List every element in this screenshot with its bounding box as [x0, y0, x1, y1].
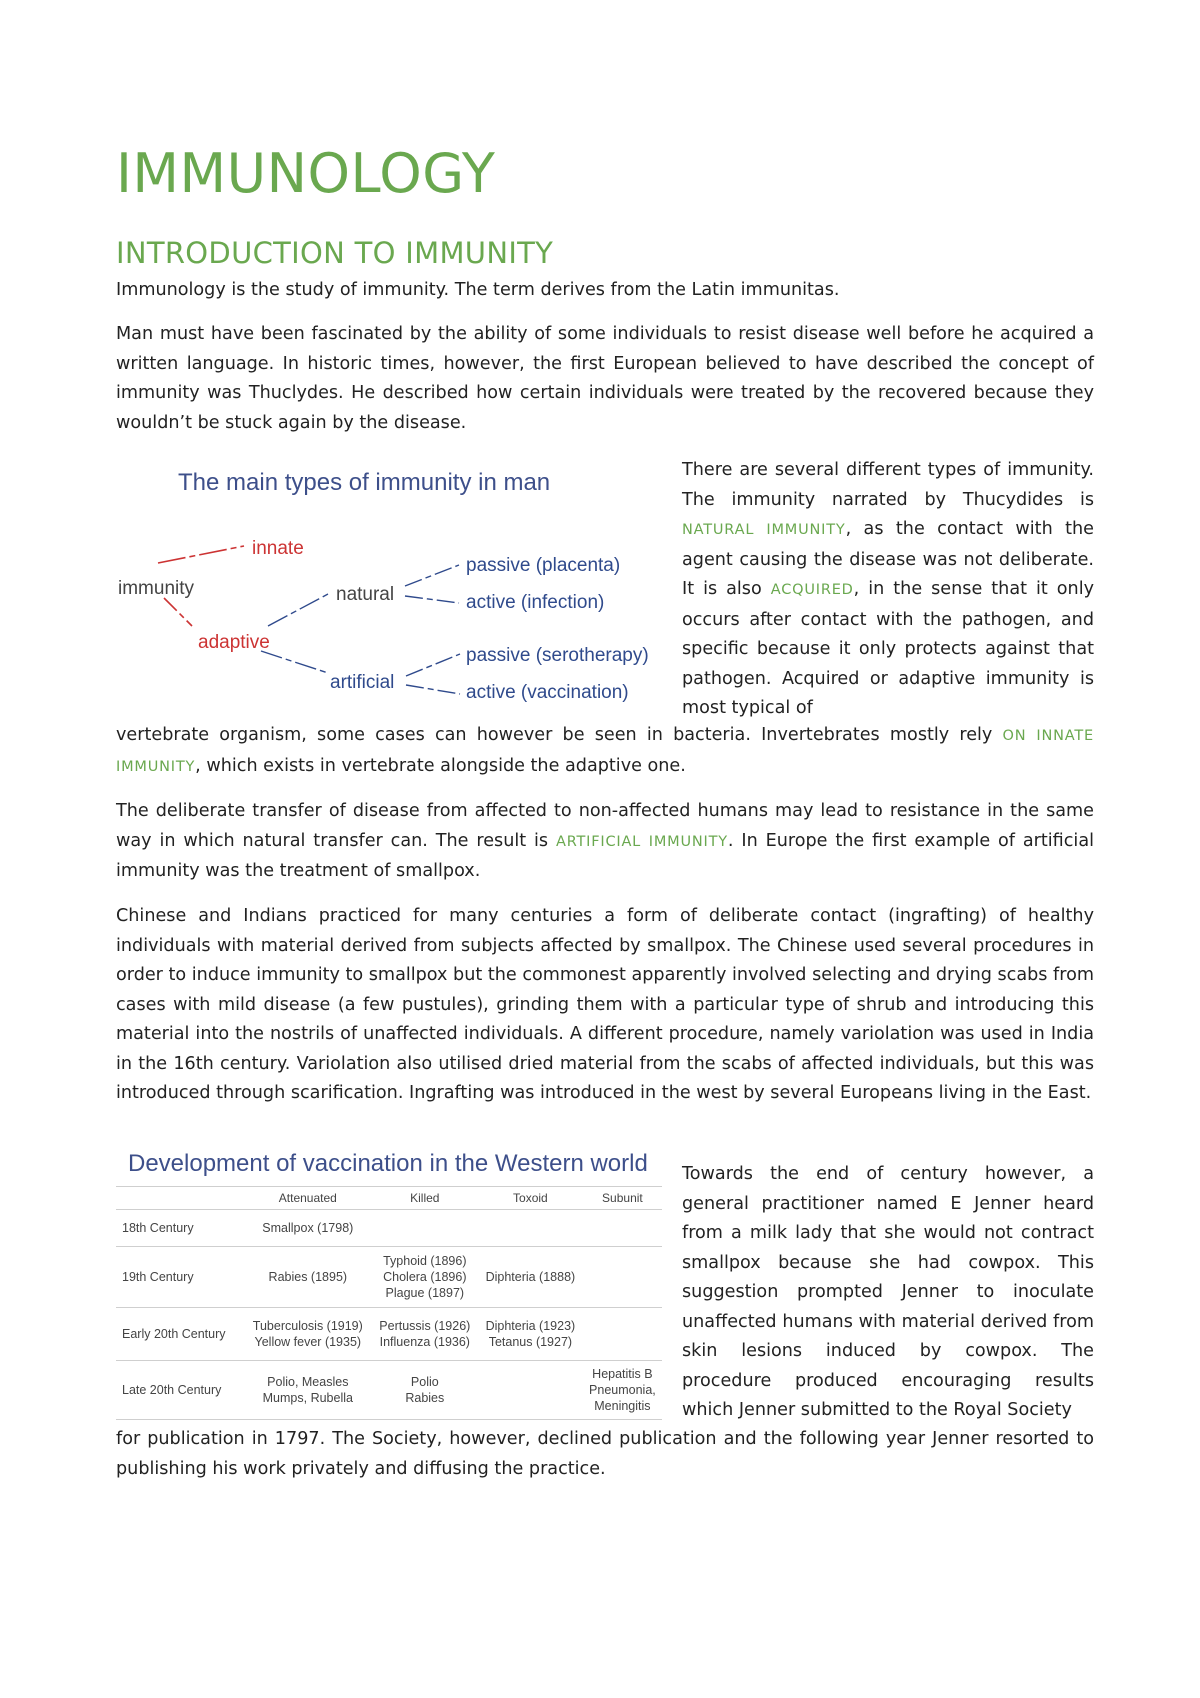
table-header-cell: Subunit [583, 1187, 662, 1210]
table-header-cell [116, 1187, 244, 1210]
table-cell: Pertussis (1926) Influenza (1936) [372, 1308, 478, 1361]
node-active-infection: active (infection) [466, 592, 605, 613]
paragraph-jenner-cont: for publication in 1797. The Society, however, declined publication and the following year Jenner resorted to publishing his work privately and diffusing the practice. [116, 1429, 1094, 1479]
table-cell [478, 1210, 583, 1247]
table-cell: Typhoid (1896) Cholera (1896) Plague (1897) [372, 1247, 478, 1308]
table-cell: Smallpox (1798) [244, 1210, 372, 1247]
paragraph-artificial-immunity: The deliberate transfer of disease from affected to non-affected humans may lead to resistance in the same way in which natural transfer can. The result is ARTIFICIAL IMMUNITY. In Europe the first example of artificial immunity was the treatment of smallpox. [116, 801, 1094, 881]
table-cell: Polio Rabies [372, 1361, 478, 1420]
table-cell: Diphteria (1888) [478, 1247, 583, 1308]
table-cell: 19th Century [116, 1247, 244, 1308]
paragraph-history: Man must have been fascinated by the ability of some individuals to resist disease well before he acquired a written language. In historic times, however, the first European believed to have described the concept of immunity was Thuclydes. He described how certain individuals were treated by the recovered because they wouldn’t be stuck again by the disease. [116, 324, 1094, 433]
diagram-title: The main types of immunity in man [178, 469, 551, 496]
table-header-cell: Attenuated [244, 1187, 372, 1210]
node-natural: natural [336, 584, 395, 605]
table-row [116, 1247, 662, 1308]
keyword-natural-immunity: NATURAL IMMUNITY [682, 522, 846, 538]
node-passive-placenta: passive (placenta) [466, 555, 621, 576]
table-cell: Diphteria (1923) Tetanus (1927) [478, 1308, 583, 1361]
node-artificial: artificial [330, 672, 395, 693]
table-row [116, 1308, 662, 1361]
paragraph-intro: Immunology is the study of immunity. The term derives from the Latin immunitas. [116, 280, 840, 300]
line-adaptive-artificial [261, 651, 328, 673]
node-innate: innate [252, 538, 304, 559]
page-title: IMMUNOLOGY [116, 142, 496, 205]
table-cell [478, 1361, 583, 1420]
keyword-artificial-immunity: ARTIFICIAL IMMUNITY [555, 833, 728, 850]
line-adaptive-natural [268, 594, 328, 626]
line-artificial-active [406, 685, 460, 694]
vaccination-history-table-figure [116, 1150, 662, 1420]
table-header-cell: Toxoid [478, 1187, 583, 1210]
table-row [116, 1361, 662, 1420]
table-header-cell: Killed [372, 1187, 478, 1210]
table-cell: Hepatitis B Pneumonia, Meningitis [583, 1361, 662, 1420]
section-heading: INTRODUCTION TO IMMUNITY [116, 236, 554, 270]
line-natural-passive [405, 565, 459, 586]
table-cell: Polio, Measles Mumps, Rubella [244, 1361, 372, 1420]
keyword-innate-immunity: ON INNATE IMMUNITY [116, 728, 1094, 775]
node-immunity: immunity [118, 578, 195, 599]
table-cell: Early 20th Century [116, 1308, 244, 1361]
line-immunity-adaptive [164, 598, 192, 626]
table-cell: Tuberculosis (1919) Yellow fever (1935) [244, 1308, 372, 1361]
table-header-row [116, 1187, 662, 1210]
paragraph-ingrafting: Chinese and Indians practiced for many centuries a form of deliberate contact (ingrafting) of healthy individuals with material derived from subjects affected by smallpox. The Chinese used several procedures in order to induce immunity to smallpox but the commonest apparently involved selecting and drying scabs from cases with mild disease (a few pustules), grinding them with a particular type of shrub and introducing this material into the nostrils of unaffected individuals. A different procedure, namely variolation was used in India in the 16th century. Variolation also utilised dried material from the scabs of affected individuals, but this was introduced through scarification. Ingrafting was introduced in the west by several Europeans living in the East. [116, 906, 1094, 1103]
table-title: Development of vaccination in the Western world [128, 1150, 648, 1177]
line-artificial-passive [406, 654, 460, 676]
table-cell [583, 1247, 662, 1308]
line-immunity-innate [158, 546, 244, 563]
table-cell: Late 20th Century [116, 1361, 244, 1420]
keyword-acquired: ACQUIRED [770, 582, 854, 598]
table-cell [372, 1210, 478, 1247]
table-row [116, 1210, 662, 1247]
table-cell: Rabies (1895) [244, 1247, 372, 1308]
line-natural-active [405, 596, 459, 603]
table-cell [583, 1308, 662, 1361]
node-active-vaccination: active (vaccination) [466, 682, 629, 703]
node-adaptive: adaptive [198, 632, 270, 653]
vaccination-history-table [116, 1186, 662, 1420]
immunity-types-diagram [116, 458, 676, 708]
paragraph-jenner: Towards the end of century however, a general practitioner named E Jenner heard from a milk lady that she would not contract smallpox because she had cowpox. This suggestion prompted Jenner to inoculate unaffected humans with material derived from skin lesions induced by cowpox. The procedure produced encouraging results which Jenner submitted to the Royal Society [682, 1164, 1094, 1420]
table-cell [583, 1210, 662, 1247]
immunity-types-svg [116, 458, 676, 708]
node-passive-serotherapy: passive (serotherapy) [466, 645, 649, 666]
table-cell: 18th Century [116, 1210, 244, 1247]
paragraph-immunity-types-cont: vertebrate organism, some cases can however be seen in bacteria. Invertebrates mostly rely ON INNATE IMMUNITY, which exists in vertebrate alongside the adaptive one. [116, 725, 1094, 776]
paragraph-immunity-types: There are several different types of immunity. The immunity narrated by Thucydides is NATURAL IMMUNITY, as the contact with the agent causing the disease was not deliberate. It is also ACQUIRED, in the sense that it only occurs after contact with the pathogen, and specific because it only protects against that pathogen. Acquired or adaptive immunity is most typical of [682, 460, 1094, 718]
